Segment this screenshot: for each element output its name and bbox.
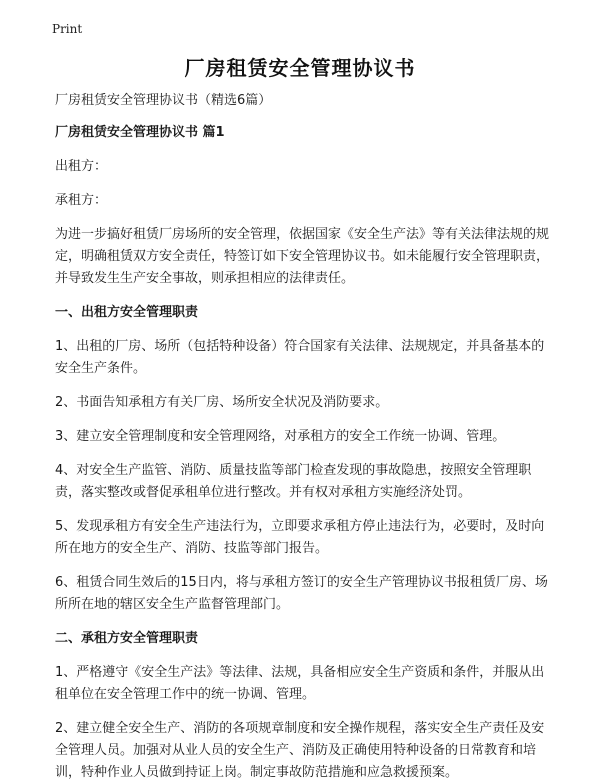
lessor-line: 出租方： bbox=[55, 159, 108, 174]
lessee-line: 承租方： bbox=[55, 193, 108, 208]
section-heading-lessor-duties: 一、出租方安全管理职责 bbox=[55, 305, 199, 320]
document-title: 厂房租赁安全管理协议书 bbox=[184, 56, 416, 80]
list-item: 1、严格遵守《安全生产法》等法律、法规，具备相应安全生产资质和条件，并服从出租单位在安全管理工作中的统一协调、管理。 bbox=[55, 665, 545, 702]
print-label[interactable]: Print bbox=[52, 22, 83, 36]
list-item: 3、建立安全管理制度和安全管理网络，对承租方的安全工作统一协调、管理。 bbox=[55, 429, 506, 444]
list-item: 5、发现承租方有安全生产违法行为，立即要求承租方停止违法行为，必要时，及时向所在地方的安全生产、消防、技监等部门报告。 bbox=[55, 519, 545, 556]
chapter-heading: 厂房租赁安全管理协议书 篇1 bbox=[55, 125, 225, 140]
list-item: 6、租赁合同生效后的15日内，将与承租方签订的安全生产管理协议书报租赁厂房、场所所在地的辖区安全生产监督管理部门。 bbox=[55, 575, 548, 612]
document-subtitle: 厂房租赁安全管理协议书（精选6篇） bbox=[55, 93, 272, 108]
list-item: 2、书面告知承租方有关厂房、场所安全状况及消防要求。 bbox=[55, 395, 389, 410]
document-body bbox=[55, 90, 555, 784]
list-item: 2、建立健全安全生产、消防的各项规章制度和安全操作规程，落实安全生产责任及安全管理人员。加强对从业人员的安全生产、消防及正确使用特种设备的日常教育和培训，特种作业人员做到持证上岗。制定事故防范措施和应急救援预案。 bbox=[55, 721, 545, 780]
list-item: 1、出租的厂房、场所（包括特种设备）符合国家有关法律、法规规定，并具备基本的安全生产条件。 bbox=[55, 339, 545, 376]
list-item: 4、对安全生产监管、消防、质量技监等部门检查发现的事故隐患，按照安全管理职责，落实整改或督促承租单位进行整改。并有权对承租方实施经济处罚。 bbox=[55, 463, 532, 500]
intro-paragraph: 为进一步搞好租赁厂房场所的安全管理，依据国家《安全生产法》等有关法律法规的规定，明确租赁双方安全责任，特签订如下安全管理协议书。如未能履行安全管理职责，并导致发生生产安全事故，则承担相应的法律责任。 bbox=[55, 227, 550, 286]
section-heading-lessee-duties: 二、承租方安全管理职责 bbox=[55, 631, 199, 646]
